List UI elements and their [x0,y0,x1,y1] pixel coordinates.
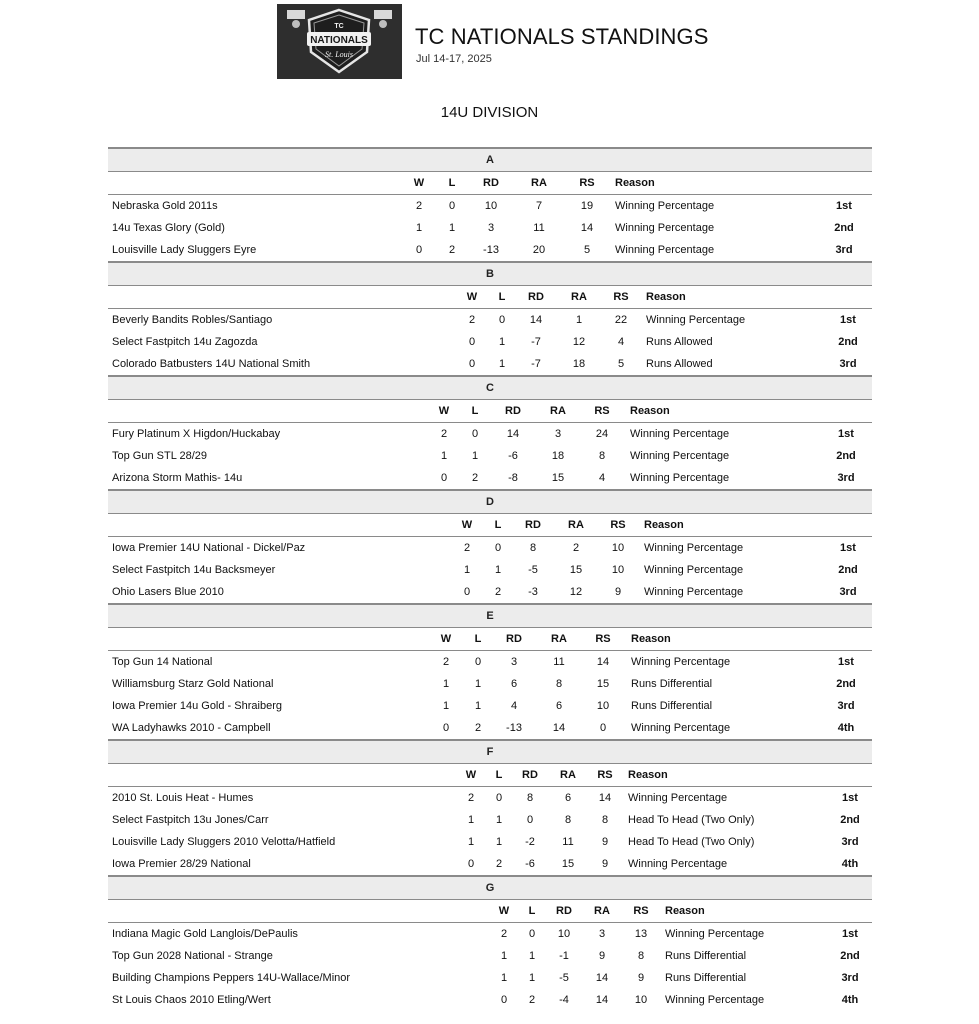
stat-l: 0 [498,314,506,326]
team-name: Top Gun 2028 National - Strange [112,950,273,962]
stat-rd: -2 [525,836,535,848]
table-row [108,717,872,739]
event-logo [277,4,402,79]
placement: 2nd [834,222,854,234]
column-header-l: L [494,519,502,531]
stat-rd: -5 [528,564,538,576]
placement: 3rd [841,972,859,984]
stat-l: 2 [495,858,503,870]
column-header-reason: Reason [631,633,671,645]
column-header-rd: RD [506,633,522,645]
column-header-rs: RS [597,769,613,781]
team-name: Nebraska Gold 2011s [112,200,218,212]
svg-text:St. Louis: St. Louis [324,50,354,59]
stat-ra: 20 [532,244,546,256]
tiebreak-reason: Winning Percentage [646,314,746,326]
stat-ra: 15 [551,472,565,484]
placement: 1st [836,200,852,212]
team-name: 14u Texas Glory (Gold) [112,222,225,234]
stat-ra: 8 [555,678,563,690]
table-row [108,651,872,673]
stat-w: 0 [442,722,450,734]
table-row [108,923,872,945]
table-row [108,853,872,875]
stat-rs: 8 [601,814,609,826]
placement: 3rd [837,472,855,484]
group-label: E [108,603,872,627]
stat-ra: 14 [552,722,566,734]
stat-rs: 9 [637,972,645,984]
group-section [108,603,872,739]
stat-rs: 22 [614,314,628,326]
team-name: WA Ladyhawks 2010 - Campbell [112,722,271,734]
column-header-l: L [528,905,536,917]
column-header-rs: RS [633,905,649,917]
placement: 3rd [837,700,855,712]
table-row [108,989,872,1011]
tiebreak-reason: Winning Percentage [644,542,744,554]
column-header-rs: RS [613,291,629,303]
team-name: Ohio Lasers Blue 2010 [112,586,224,598]
placement: 1st [840,314,856,326]
table-row [108,537,872,559]
team-name: Colorado Batbusters 14U National Smith [112,358,311,370]
stat-rs: 15 [596,678,610,690]
tiebreak-reason: Winning Percentage [615,244,715,256]
stat-ra: 11 [533,222,545,234]
table-row [108,353,872,375]
placement: 4th [837,722,855,734]
team-name: Select Fastpitch 14u Zagozda [112,336,258,348]
stat-l: 1 [498,358,506,370]
stat-w: 1 [442,700,450,712]
table-row [108,239,872,261]
group-label: D [108,489,872,513]
tiebreak-reason: Winning Percentage [644,586,744,598]
column-header-l: L [495,769,503,781]
stat-l: 0 [494,542,502,554]
stat-w: 0 [500,994,508,1006]
column-header-rs: RS [595,633,611,645]
stat-l: 1 [448,222,456,234]
column-header-l: L [448,177,456,189]
stat-rs: 14 [596,656,610,668]
placement: 2nd [840,950,860,962]
stat-rd: -7 [531,358,541,370]
table-row [108,217,872,239]
stat-rd: 8 [529,542,537,554]
table-row [108,787,872,809]
table-row [108,331,872,353]
stat-rd: -3 [528,586,538,598]
stat-ra: 11 [562,836,574,848]
tiebreak-reason: Winning Percentage [665,994,765,1006]
stat-l: 2 [494,586,502,598]
tiebreak-reason: Runs Differential [631,700,713,712]
table-row [108,967,872,989]
stat-w: 2 [467,792,475,804]
team-name: Indiana Magic Gold Langlois/DePaulis [112,928,298,940]
column-header-ra: RA [594,905,610,917]
stat-l: 0 [528,928,536,940]
table-row [108,581,872,603]
stat-ra: 15 [561,858,575,870]
stat-rs: 5 [617,358,625,370]
stat-w: 1 [440,450,448,462]
stat-ra: 11 [553,656,565,668]
stat-rd: -13 [483,244,499,256]
stat-ra: 14 [595,972,609,984]
stat-rs: 14 [580,222,594,234]
stat-l: 1 [495,814,503,826]
stat-ra: 9 [598,950,606,962]
stat-rd: -5 [559,972,569,984]
column-header-row [108,899,872,923]
tiebreak-reason: Runs Differential [665,950,747,962]
team-name: Louisville Lady Sluggers 2010 Velotta/Hatfield [112,836,336,848]
column-header-w: W [438,405,450,417]
column-header-w: W [413,177,425,189]
stat-rd: -1 [559,950,569,962]
column-header-rd: RD [483,177,499,189]
group-label: G [108,875,872,899]
stat-rd: -4 [559,994,569,1006]
column-header-l: L [471,405,479,417]
column-header-reason: Reason [615,177,655,189]
placement: 1st [840,542,856,554]
column-header-rd: RD [528,291,544,303]
stat-ra: 2 [572,542,580,554]
stat-w: 1 [415,222,423,234]
column-header-row [108,285,872,309]
stat-w: 1 [500,950,508,962]
table-row [108,445,872,467]
stat-l: 1 [474,678,482,690]
group-label: C [108,375,872,399]
stat-l: 0 [448,200,456,212]
stat-w: 2 [468,314,476,326]
placement: 1st [842,928,858,940]
stat-l: 1 [498,336,506,348]
column-header-rd: RD [525,519,541,531]
column-header-row [108,763,872,787]
column-header-ra: RA [571,291,587,303]
team-name: Iowa Premier 28/29 National [112,858,251,870]
stat-l: 0 [474,656,482,668]
tiebreak-reason: Head To Head (Two Only) [628,814,755,826]
logo-text: NATIONALS [310,35,368,46]
stat-rs: 4 [598,472,606,484]
stat-w: 2 [440,428,448,440]
page-title: TC NATIONALS STANDINGS [415,24,709,49]
stat-ra: 12 [572,336,586,348]
placement: 2nd [840,814,860,826]
stat-w: 0 [467,858,475,870]
stat-rd: 10 [557,928,571,940]
stat-rs: 9 [614,586,622,598]
stat-ra: 15 [569,564,583,576]
stat-ra: 3 [598,928,606,940]
stat-rd: 6 [510,678,518,690]
team-name: Select Fastpitch 13u Jones/Carr [112,814,269,826]
column-header-ra: RA [531,177,547,189]
stat-rs: 5 [583,244,591,256]
stat-l: 1 [528,972,536,984]
stat-rs: 10 [634,994,648,1006]
column-header-reason: Reason [630,405,670,417]
tiebreak-reason: Runs Differential [631,678,713,690]
stat-l: 1 [528,950,536,962]
group-label: F [108,739,872,763]
team-name: St Louis Chaos 2010 Etling/Wert [112,994,271,1006]
team-name: Iowa Premier 14u Gold - Shraiberg [112,700,282,712]
stat-l: 2 [448,244,456,256]
stat-ra: 18 [572,358,586,370]
group-section [108,261,872,375]
placement: 1st [842,792,858,804]
group-section [108,739,872,875]
stat-rs: 19 [580,200,594,212]
placement: 3rd [839,358,857,370]
stat-rd: 8 [526,792,534,804]
stat-l: 0 [495,792,503,804]
column-header-rs: RS [610,519,626,531]
column-header-l: L [474,633,482,645]
stat-ra: 6 [564,792,572,804]
stat-rd: 0 [526,814,534,826]
column-header-reason: Reason [665,905,705,917]
table-row [108,673,872,695]
stat-rd: -13 [506,722,522,734]
group-section [108,875,872,1011]
tiebreak-reason: Winning Percentage [628,858,728,870]
tiebreak-reason: Winning Percentage [630,450,730,462]
table-row [108,309,872,331]
stat-rs: 10 [596,700,610,712]
stat-l: 1 [495,836,503,848]
team-name: Top Gun 14 National [112,656,213,668]
column-header-rd: RD [522,769,538,781]
placement: 2nd [838,336,858,348]
stat-rs: 9 [601,858,609,870]
stat-l: 2 [471,472,479,484]
stat-w: 1 [500,972,508,984]
tiebreak-reason: Winning Percentage [615,222,715,234]
stat-l: 2 [528,994,536,1006]
placement: 3rd [835,244,853,256]
stat-rs: 14 [598,792,612,804]
stat-l: 1 [474,700,482,712]
tiebreak-reason: Winning Percentage [631,656,731,668]
stat-rd: -7 [531,336,541,348]
column-header-w: W [440,633,452,645]
column-header-row [108,627,872,651]
tiebreak-reason: Winning Percentage [630,472,730,484]
stat-rs: 9 [601,836,609,848]
column-header-ra: RA [560,769,576,781]
stat-rd: 10 [484,200,498,212]
team-name: Select Fastpitch 14u Backsmeyer [112,564,276,576]
team-name: Iowa Premier 14U National - Dickel/Paz [112,542,306,554]
stat-ra: 3 [554,428,562,440]
stat-l: 0 [471,428,479,440]
table-row [108,831,872,853]
table-row [108,809,872,831]
tiebreak-reason: Runs Allowed [646,336,713,348]
tiebreak-reason: Winning Percentage [644,564,744,576]
placement: 3rd [839,586,857,598]
column-header-reason: Reason [644,519,684,531]
stat-ra: 1 [575,314,583,326]
stat-w: 1 [467,836,475,848]
table-row [108,559,872,581]
placement: 3rd [841,836,859,848]
table-row [108,195,872,217]
stat-rd: 3 [487,222,495,234]
placement: 2nd [836,450,856,462]
stat-ra: 8 [564,814,572,826]
column-header-l: L [498,291,506,303]
division-title: 14U DIVISION [440,104,539,121]
column-header-rs: RS [594,405,610,417]
tiebreak-reason: Winning Percentage [628,792,728,804]
tiebreak-reason: Head To Head (Two Only) [628,836,755,848]
group-section [108,147,872,261]
stat-ra: 12 [569,586,583,598]
team-name: 2010 St. Louis Heat - Humes [112,792,254,804]
team-name: Beverly Bandits Robles/Santiago [112,314,273,326]
column-header-w: W [461,519,473,531]
stat-rd: -6 [525,858,535,870]
stat-l: 1 [494,564,502,576]
placement: 1st [838,428,854,440]
stat-w: 2 [500,928,508,940]
placement: 1st [838,656,854,668]
placement: 2nd [836,678,856,690]
tiebreak-reason: Runs Differential [665,972,747,984]
column-header-row [108,513,872,537]
tiebreak-reason: Winning Percentage [631,722,731,734]
stat-rs: 10 [611,564,625,576]
stat-rd: -6 [508,450,518,462]
team-name: Williamsburg Starz Gold National [112,678,274,690]
column-header-row [108,399,872,423]
table-row [108,945,872,967]
stat-w: 0 [415,244,423,256]
group-section [108,489,872,603]
table-row [108,423,872,445]
event-dates: Jul 14-17, 2025 [416,53,492,65]
tiebreak-reason: Runs Allowed [646,358,713,370]
stat-w: 2 [463,542,471,554]
team-name: Louisville Lady Sluggers Eyre [112,244,257,256]
stat-ra: 18 [551,450,565,462]
tiebreak-reason: Winning Percentage [630,428,730,440]
column-header-ra: RA [550,405,566,417]
stat-rs: 8 [598,450,606,462]
nationals-logo-icon [277,4,402,79]
stat-ra: 14 [595,994,609,1006]
team-name: Top Gun STL 28/29 [112,450,207,462]
stat-w: 0 [468,358,476,370]
stat-rd: 14 [506,428,520,440]
stat-l: 1 [471,450,479,462]
column-header-reason: Reason [628,769,668,781]
stat-rd: -8 [508,472,518,484]
stat-w: 1 [467,814,475,826]
stat-rs: 4 [617,336,625,348]
column-header-ra: RA [551,633,567,645]
stat-w: 0 [463,586,471,598]
stat-w: 2 [442,656,450,668]
column-header-ra: RA [568,519,584,531]
column-header-w: W [466,291,478,303]
table-row [108,695,872,717]
column-header-w: W [498,905,510,917]
stat-rd: 4 [510,700,518,712]
stat-rd: 3 [510,656,518,668]
stat-rd: 14 [529,314,543,326]
placement: 2nd [838,564,858,576]
tiebreak-reason: Winning Percentage [665,928,765,940]
team-name: Fury Platinum X Higdon/Huckabay [112,428,281,440]
stat-w: 2 [415,200,423,212]
placement: 4th [841,994,859,1006]
team-name: Arizona Storm Mathis- 14u [112,472,243,484]
column-header-rs: RS [579,177,595,189]
tiebreak-reason: Winning Percentage [615,200,715,212]
stat-rs: 0 [599,722,607,734]
stat-w: 0 [440,472,448,484]
stat-rs: 8 [637,950,645,962]
column-header-rd: RD [556,905,572,917]
stat-rs: 24 [595,428,609,440]
table-row [108,467,872,489]
stat-ra: 7 [535,200,543,212]
svg-text:TC: TC [334,23,344,30]
column-header-w: W [465,769,477,781]
stat-rs: 10 [611,542,625,554]
group-section [108,375,872,489]
stat-ra: 6 [555,700,563,712]
column-header-row [108,171,872,195]
stat-w: 0 [468,336,476,348]
stat-w: 1 [463,564,471,576]
group-label: A [108,147,872,171]
stat-rs: 13 [634,928,648,940]
placement: 4th [841,858,859,870]
group-label: B [108,261,872,285]
column-header-rd: RD [505,405,521,417]
column-header-reason: Reason [646,291,686,303]
stat-w: 1 [442,678,450,690]
stat-l: 2 [474,722,482,734]
standings-groups [108,147,872,1011]
team-name: Building Champions Peppers 14U-Wallace/Minor [112,972,351,984]
